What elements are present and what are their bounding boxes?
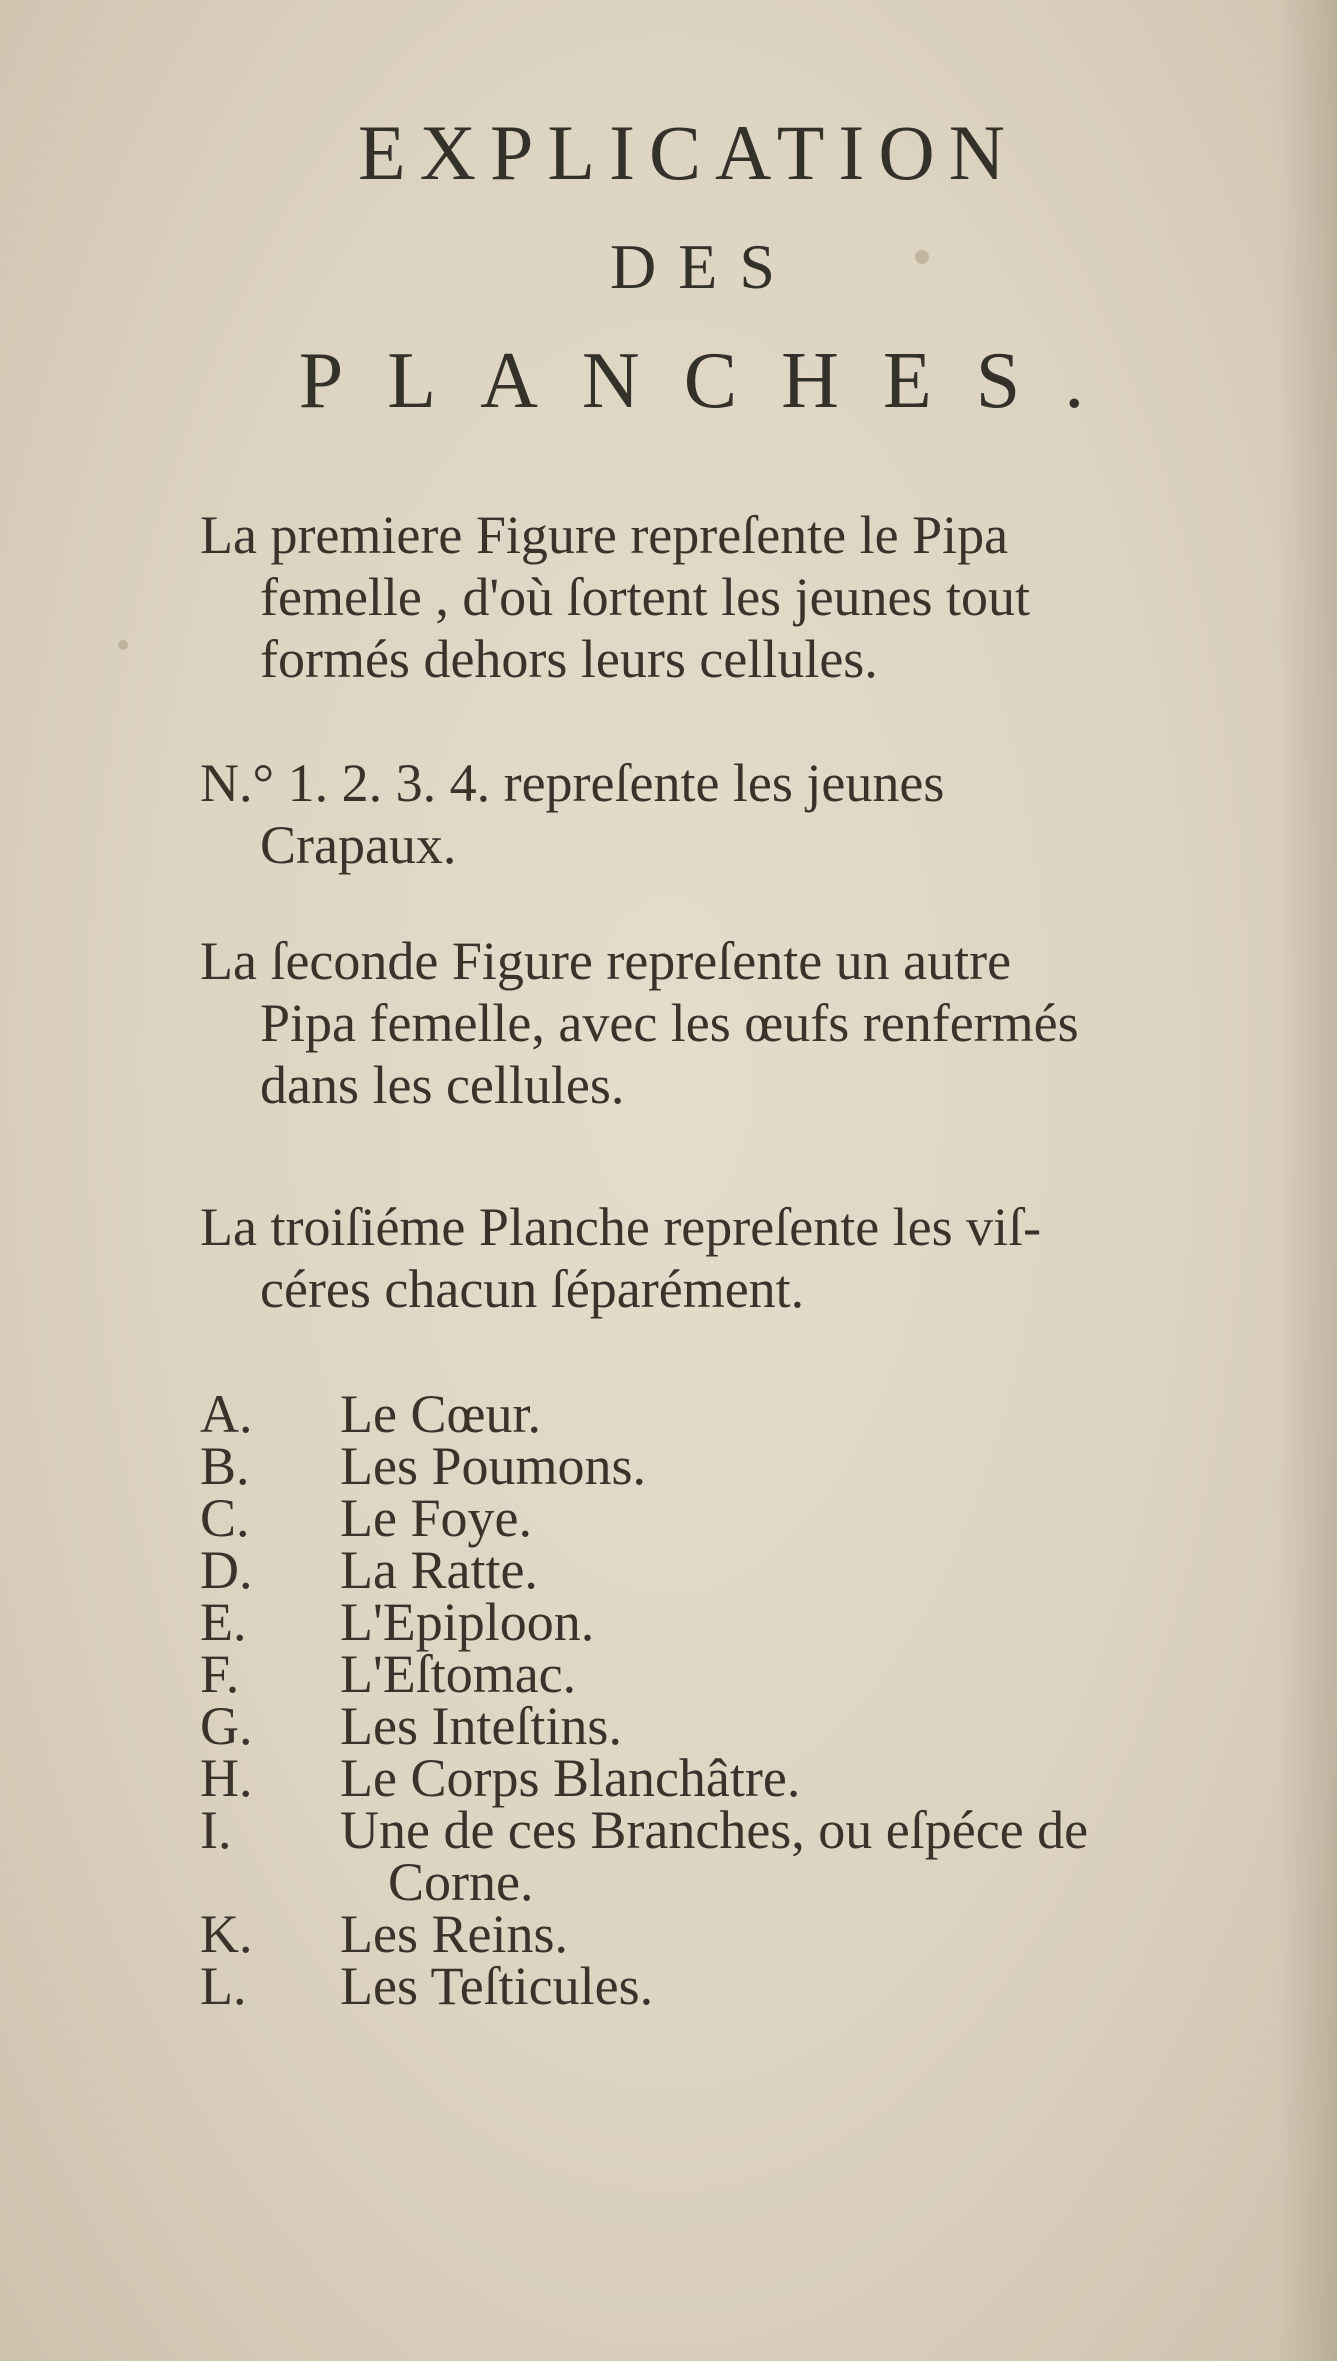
title-planches: PLANCHES. [298,337,1129,425]
legend-item [200,1592,1300,1652]
paragraph-third-plate [200,1196,1295,1320]
paragraph-line: N.° 1. 2. 3. 4. repreſente les jeunes [200,753,945,813]
legend-text: Les Reins. [340,1904,568,1964]
legend-item [200,1644,1300,1704]
legend-letter: A. [200,1384,253,1444]
paragraph-first-figure [200,504,1295,690]
paragraph-line: Crapaux. [260,815,457,875]
paragraph-line: femelle , d'où ſortent les jeunes tout [260,567,1031,627]
legend-text: Les Inteſtins. [340,1696,622,1756]
legend-letter: L. [200,1956,247,2016]
paragraph-line: Pipa femelle, avec les œufs renfermés [260,993,1079,1053]
legend-item [200,1488,1300,1548]
paragraph-line: formés dehors leurs cellules. [260,629,878,689]
legend-item [200,1696,1300,1756]
legend-letter: G. [200,1696,253,1756]
legend-text-wrap [340,1800,1300,1912]
legend-text: Une de ces Branches, ou eſpéce de [340,1800,1089,1860]
title-des: DES [610,231,797,302]
legend-item [200,1384,1300,1444]
paragraph-line: La troiſiéme Planche repreſente les viſ- [200,1197,1042,1257]
paragraph-numbers [200,752,1295,876]
legend-letter: I. [200,1800,232,1860]
legend-text: Le Corps Blanchâtre. [340,1748,801,1808]
legend-letter: F. [200,1644,240,1704]
paragraph-line: céres chacun ſéparément. [260,1259,805,1319]
title-explication: EXPLICATION [358,109,1019,196]
viscera-legend [200,1384,1300,2016]
legend-letter: D. [200,1540,253,1600]
legend-item [200,1436,1300,1496]
legend-item [200,1800,1300,1912]
legend-text: Les Poumons. [340,1436,647,1496]
legend-text: L'Eſtomac. [340,1644,577,1704]
legend-text: Le Foye. [340,1488,532,1548]
legend-letter: H. [200,1748,253,1808]
legend-letter: B. [200,1436,250,1496]
paragraph-line: La premiere Figure repreſente le Pipa [200,505,1009,565]
ink-spot [118,640,128,650]
legend-item [200,1748,1300,1808]
legend-item [200,1904,1300,1964]
legend-text: Le Cœur. [340,1384,541,1444]
legend-letter: E. [200,1592,247,1652]
paragraph-second-figure [200,930,1295,1116]
legend-text: L'Epiploon. [340,1592,595,1652]
paragraph-line: dans les cellules. [260,1055,625,1115]
legend-text-continuation: Corne. [388,1852,534,1912]
legend-item [200,1540,1300,1600]
legend-letter: K. [200,1904,253,1964]
legend-letter: C. [200,1488,250,1548]
legend-text: La Ratte. [340,1540,538,1600]
legend-item [200,1956,1300,2016]
paragraph-line: La ſeconde Figure repreſente un autre [200,931,1012,991]
legend-text: Les Teſticules. [340,1956,654,2016]
